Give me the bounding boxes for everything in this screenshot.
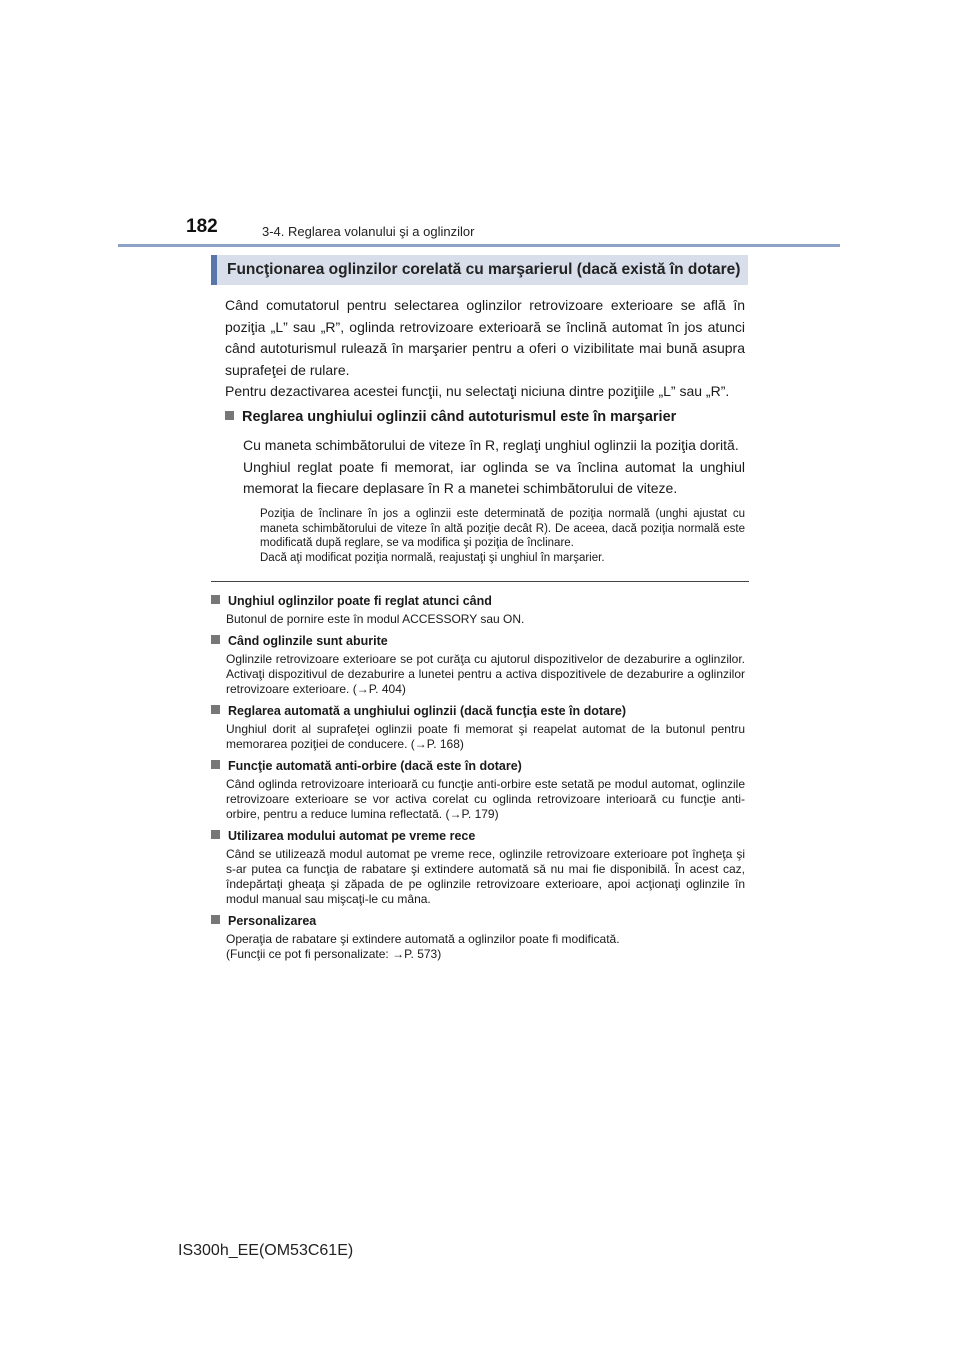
square-bullet-icon — [225, 411, 234, 420]
note-item — [211, 828, 745, 907]
note-body-text: Când oglinda retrovizoare interioară cu funcţie anti-orbire este setată pe modul automat, oglinzile retrovizoare exterioare se vor activa corelat cu oglinda retrovizoare interioară cu funcţie anti-orbire, pentru a reduce lumina reflectată. (→P. 179) — [226, 777, 745, 821]
intro-text — [225, 295, 745, 403]
note-body-text: Când se utilizează modul automat pe vreme rece, oglinzile retrovizoare exterioare pot îngheţa şi s-ar putea ca funcţia de rabatare şi extindere automată să nu mai fie disponibilă. În acest caz, îndepărtaţi gheaţa şi zăpada de pe oglinzile retrovizoare exterioare, apoi acţionaţi oglinzile în modul manual sau mişcaţi-le cu mâna. — [226, 847, 745, 906]
note-title — [211, 633, 745, 649]
note-body — [211, 612, 745, 627]
note-title-text: Funcţie automată anti-orbire (dacă este în dotare) — [228, 759, 522, 773]
subsection-paragraph: Cu maneta schimbătorului de viteze în R, reglaţi unghiul oglinzii la poziţia dorită. — [243, 437, 739, 453]
note-body — [211, 847, 745, 907]
note-paragraph: Poziţia de înclinare în jos a oglinzii este determinată de poziţia normală (unghi ajustat cu maneta schimbătorului de viteze în altă poziţie decât R). De aceea, dacă poziţia normală este modificată după reglare, se va modifica şi poziţia de înclinare. — [260, 508, 745, 549]
note-item — [211, 593, 745, 627]
square-bullet-icon — [211, 830, 220, 839]
square-bullet-icon — [211, 705, 220, 714]
intro-paragraph: Pentru dezactivarea acestei funcţii, nu selectaţi niciuna dintre poziţiile „L” sau „R”. — [225, 383, 730, 399]
note-title — [211, 828, 745, 844]
note-body — [211, 932, 745, 962]
section-divider — [211, 581, 749, 582]
notes-list — [211, 593, 745, 968]
note-title-text: Reglarea automată a unghiului oglinzii (dacă funcţia este în dotare) — [228, 704, 626, 718]
subsection-body — [243, 435, 745, 500]
note-body-text: Unghiul dorit al suprafeţei oglinzii poate fi memorat şi reapelat automat de la butonul pentru memorarea poziţiei de conducere. (→P. 168) — [226, 722, 745, 751]
page-number: 182 — [186, 216, 218, 237]
note-body — [211, 722, 745, 752]
note-item — [211, 913, 745, 962]
note-item — [211, 703, 745, 752]
note-item — [211, 633, 745, 697]
note-title-text: Unghiul oglinzilor poate fi reglat atunci când — [228, 594, 492, 608]
subsection-heading — [225, 409, 745, 425]
square-bullet-icon — [211, 760, 220, 769]
note-body — [211, 652, 745, 697]
header-rule — [118, 244, 840, 247]
intro-paragraph: Când comutatorul pentru selectarea oglinzilor retrovizoare exterioare se află în poziţia „L” sau „R”, oglinda retrovizoare exterioară se înclină automat în jos atunci când autoturismul rulează în marşarier pentru a oferi o vizibilitate mai bună asupra suprafeţei de rulare. — [225, 297, 745, 378]
square-bullet-icon — [211, 595, 220, 604]
square-bullet-icon — [211, 915, 220, 924]
model-code: IS300h_EE(OM53C61E) — [178, 1242, 354, 1259]
note-title — [211, 758, 745, 774]
note-item — [211, 758, 745, 822]
square-bullet-icon — [211, 635, 220, 644]
note-body — [211, 777, 745, 822]
note-title-text: Personalizarea — [228, 914, 317, 928]
note-title — [211, 703, 745, 719]
note-title — [211, 593, 745, 609]
subsection-paragraph: Unghiul reglat poate fi memorat, iar oglinda se va înclina automat la unghiul memorat la fiecare deplasare în R a manetei schimbătorului de viteze. — [243, 458, 745, 496]
section-heading: Funcţionarea oglinzilor corelată cu marşarierul (dacă există în dotare) — [227, 261, 741, 278]
note-body-text: Oglinzile retrovizoare exterioare se pot curăţa cu ajutorul dispozitivelor de dezaburire a oglinzilor. Activaţi dispozitivul de dezaburire a lunetei pentru a activa dispozitivele de dezaburire a oglinzilor retrovizoare exterioare. (→P. 404) — [226, 652, 745, 696]
note-title-text: Când oglinzile sunt aburite — [228, 634, 388, 648]
note-title — [211, 913, 745, 929]
note-title-text: Utilizarea modului automat pe vreme rece — [228, 829, 476, 843]
subsection-note — [260, 507, 745, 565]
chapter-title: 3-4. Reglarea volanului şi a oglinzilor — [262, 224, 475, 239]
note-body-text: Butonul de pornire este în modul ACCESSORY sau ON. — [226, 612, 525, 626]
section-heading-box — [211, 255, 748, 285]
note-paragraph: Dacă aţi modificat poziţia normală, reajustaţi şi unghiul în marşarier. — [260, 551, 605, 564]
note-body-text: Operaţia de rabatare şi extindere automată a oglinzilor poate fi modificată. — [226, 932, 620, 946]
note-body-text: (Funcţii ce pot fi personalizate: →P. 573) — [226, 947, 442, 961]
subsection-title: Reglarea unghiului oglinzii când autoturismul este în marşarier — [242, 409, 677, 425]
